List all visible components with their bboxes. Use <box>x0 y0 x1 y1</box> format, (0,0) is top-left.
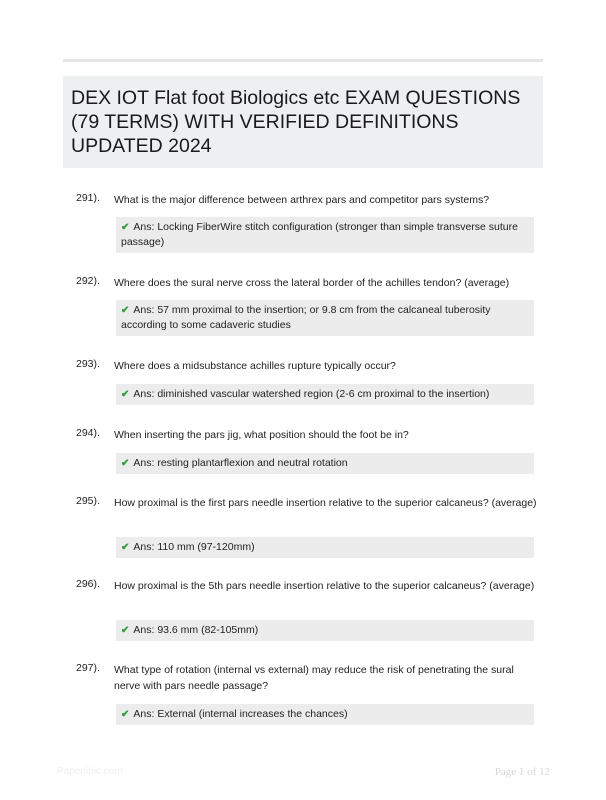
answer-text: Ans: diminished vascular watershed region (2-6 cm proximal to the insertion) <box>133 388 490 400</box>
answer-text: Ans: External (internal increases the chances) <box>133 708 348 720</box>
answer-box <box>116 620 534 641</box>
answer-text: Ans: 110 mm (97-120mm) <box>133 541 255 553</box>
question-text: How proximal is the first pars needle insertion relative to the superior calcaneus? (average) <box>114 497 537 509</box>
check-icon: ✔ <box>121 542 130 553</box>
answer-text: Ans: resting plantarflexion and neutral rotation <box>133 457 348 469</box>
check-icon: ✔ <box>121 625 130 636</box>
question-text: Where does a midsubstance achilles rupture typically occur? <box>114 360 396 372</box>
title-banner <box>63 76 543 168</box>
question-text: What type of rotation (internal vs external) may reduce the risk of penetrating the sural nerve with pars needle passage? <box>114 664 514 692</box>
question-text: What is the major difference between arthrex pars and competitor pars systems? <box>114 194 490 206</box>
answer-text: Ans: Locking FiberWire stitch configuration (stronger than simple transverse suture passage) <box>121 221 518 248</box>
question-number: 296). <box>76 578 100 590</box>
check-icon: ✔ <box>121 709 130 720</box>
question-number: 292). <box>76 275 100 287</box>
question-number: 294). <box>76 427 100 439</box>
question-number: 293). <box>76 358 100 370</box>
check-icon: ✔ <box>121 222 130 233</box>
answer-box <box>116 300 534 336</box>
check-icon: ✔ <box>121 305 130 316</box>
answer-box <box>116 704 534 725</box>
question-number: 295). <box>76 495 100 507</box>
top-divider <box>63 59 543 62</box>
check-icon: ✔ <box>121 458 130 469</box>
answer-box <box>116 537 534 558</box>
page-indicator: Page 1 of 12 <box>494 766 550 778</box>
answer-box <box>116 453 534 474</box>
question-text: How proximal is the 5th pars needle insertion relative to the superior calcaneus? (average) <box>114 580 535 592</box>
question-number: 297). <box>76 662 100 674</box>
question-number: 291). <box>76 192 100 204</box>
watermark: Paperlibic.com <box>57 766 123 777</box>
document-title: DEX IOT Flat foot Biologics etc EXAM QUESTIONS (79 TERMS) WITH VERIFIED DEFINITIONS UPDATED 2024 <box>71 87 521 157</box>
question-text: Where does the sural nerve cross the lateral border of the achilles tendon? (average) <box>114 277 510 289</box>
answer-box <box>116 384 534 405</box>
check-icon: ✔ <box>121 389 130 400</box>
question-text: When inserting the pars jig, what position should the foot be in? <box>114 429 409 441</box>
answer-text: Ans: 57 mm proximal to the insertion; or 9.8 cm from the calcaneal tuberosity according to some cadaveric studies <box>121 304 491 331</box>
answer-text: Ans: 93.6 mm (82-105mm) <box>133 624 259 636</box>
answer-box <box>116 217 534 253</box>
